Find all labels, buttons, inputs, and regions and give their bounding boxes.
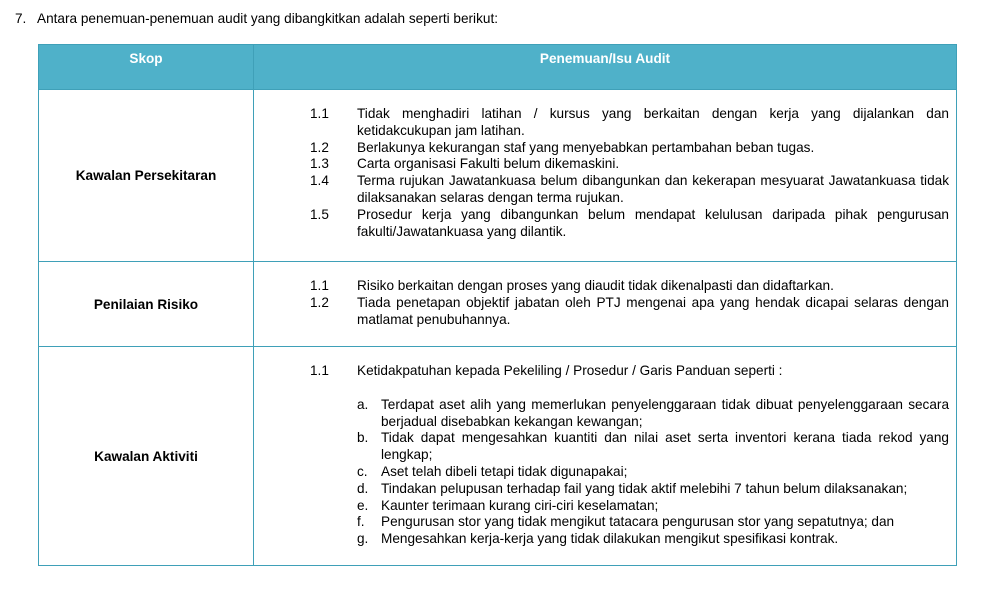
table-row [39,347,957,566]
finding-item [310,207,949,241]
sub-finding-letter: f. [357,514,365,530]
sub-finding-letter: b. [357,430,369,446]
findings-cell [254,90,957,262]
finding-number: 1.4 [310,173,329,189]
scope-cell: Penilaian Risiko [39,262,254,347]
finding-text: Terma rujukan Jawatankuasa belum dibangunkan dan kekerapan mesyuarat Jawatankuasa tidak dilaksanakan selaras dengan terma rujukan. [357,173,949,205]
sub-finding-text: Kaunter terimaan kurang ciri-ciri keselamatan; [381,497,659,513]
finding-text: Carta organisasi Fakulti belum dikemaskini. [357,156,620,172]
finding-item [310,295,949,329]
sub-finding-text: Aset telah dibeli tetapi tidak digunapakai; [381,463,628,479]
finding-number: 1.1 [310,363,329,378]
finding-text: Ketidakpatuhan kepada Pekeliling / Prosedur / Garis Panduan seperti : [357,363,783,378]
finding-number: 1.1 [310,278,329,293]
intro-number: 7. [15,11,27,26]
header-scope: Skop [39,45,254,90]
sub-finding-item [357,481,949,498]
finding-item [310,173,949,207]
sub-finding-item [357,514,949,531]
sub-finding-text: Pengurusan stor yang tidak mengikut tatacara pengurusan stor yang sepatutnya; dan [381,514,895,530]
finding-text: Tidak menghadiri latihan / kursus yang berkaitan dengan kerja yang dijalankan dan ketidakcukupan jam latihan. [357,106,949,138]
finding-number: 1.3 [310,156,329,172]
findings-cell [254,347,957,566]
intro-paragraph [15,10,498,28]
finding-text: Berlakunya kekurangan staf yang menyebabkan pertambahan beban tugas. [357,139,815,155]
finding-item [310,106,949,140]
scope-cell: Kawalan Persekitaran [39,90,254,262]
table-row [39,90,957,262]
sub-finding-text: Terdapat aset alih yang memerlukan penyelenggaraan tidak dibuat penyelenggaraan secara berjadual disebabkan kekangan kewangan; [381,396,949,429]
table-row [39,262,957,347]
header-findings: Penemuan/Isu Audit [254,45,957,90]
scope-cell: Kawalan Aktiviti [39,347,254,566]
finding-number: 1.1 [310,106,329,121]
finding-item [310,156,949,173]
sub-finding-letter: d. [357,480,369,496]
findings-cell [254,262,957,347]
finding-item [310,363,949,380]
sub-finding-item [357,397,949,431]
finding-number: 1.2 [310,139,329,155]
sub-finding-item [357,498,949,515]
sub-finding-letter: a. [357,396,369,412]
table-header-row [39,45,957,90]
sub-finding-letter: g. [357,531,369,547]
audit-findings-table [38,44,957,566]
sub-finding-text: Tindakan pelupusan terhadap fail yang tidak aktif melebihi 7 tahun belum dilaksanakan; [381,480,908,496]
finding-text: Tiada penetapan objektif jabatan oleh PTJ mengenai apa yang hendak dicapai selaras dengan matlamat penubuhannya. [357,294,949,327]
finding-number: 1.5 [310,206,329,222]
sub-finding-text: Mengesahkan kerja-kerja yang tidak dilakukan mengikut spesifikasi kontrak. [381,531,839,547]
sub-finding-letter: c. [357,463,368,479]
finding-number: 1.2 [310,294,329,310]
sub-finding-item [357,531,949,548]
finding-item [310,140,949,157]
finding-text: Risiko berkaitan dengan proses yang diaudit tidak dikenalpasti dan didaftarkan. [357,278,834,293]
sub-finding-letter: e. [357,497,369,513]
intro-text: Antara penemuan-penemuan audit yang dibangkitkan adalah seperti berikut: [37,11,498,26]
finding-text: Prosedur kerja yang dibangunkan belum mendapat kelulusan daripada pihak pengurusan fakulti/Jawatankuasa yang dilantik. [357,206,949,239]
sub-finding-item [357,430,949,464]
sub-finding-item [357,464,949,481]
sub-finding-text: Tidak dapat mengesahkan kuantiti dan nilai aset serta inventori kerana tiada rekod yang lengkap; [381,430,949,463]
finding-item [310,278,949,295]
